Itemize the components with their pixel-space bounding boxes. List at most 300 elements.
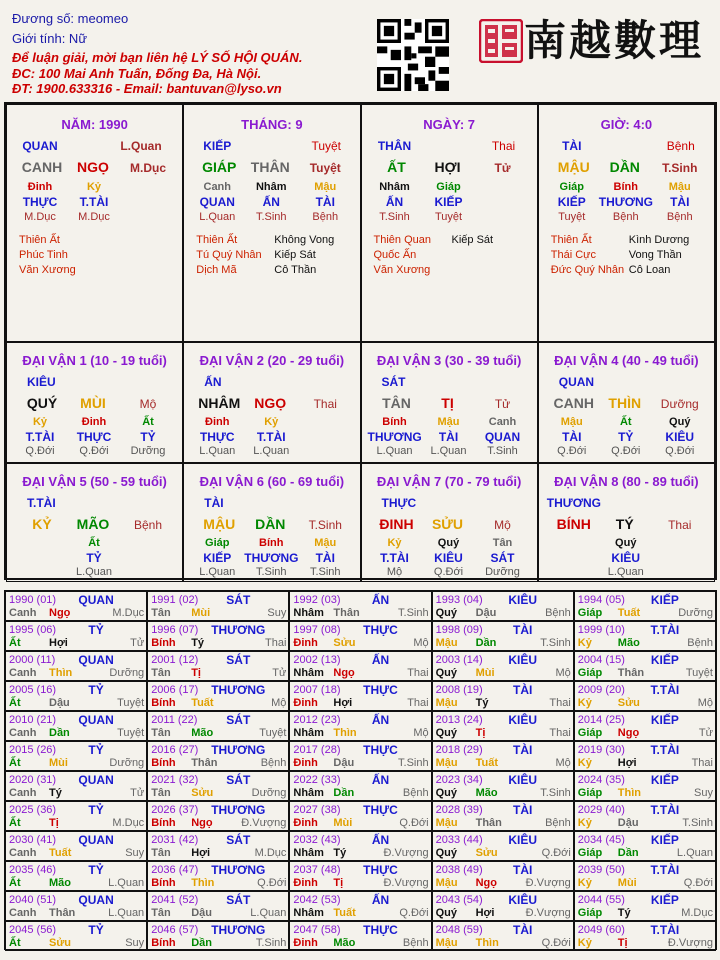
year-cell [147, 831, 289, 861]
year-stem: Tân [151, 667, 171, 679]
year-cell [289, 621, 431, 651]
year-state: Mộ [271, 697, 287, 709]
year-cell [574, 861, 716, 891]
year-label: 2033 (44) [435, 834, 483, 846]
year-cell [289, 921, 431, 951]
year-cell [432, 801, 574, 831]
brand-logo: 南越數理 [524, 16, 705, 64]
year-stem: Ất [9, 937, 21, 949]
year-label: 2023 (34) [435, 774, 483, 786]
year-stem: Mậu [435, 697, 458, 709]
star-list-left [374, 233, 431, 278]
year-stem: Nhâm [293, 787, 324, 799]
hidden-state: T.Sinh [487, 445, 518, 457]
year-label: 1994 (05) [577, 594, 625, 606]
dai-van-title: ĐẠI VẬN 4 (40 - 49 tuổi) [554, 353, 699, 368]
year-cell [574, 771, 716, 801]
year-pillar-row [436, 817, 571, 829]
year-state: Đ.Vượng [525, 877, 571, 889]
hidden-state: Bệnh [666, 211, 693, 223]
hidden-state: L.Quan [376, 445, 413, 457]
year-stem: Canh [9, 727, 37, 739]
year-state: Suy [125, 847, 145, 859]
year-god: KIÊU [508, 653, 538, 667]
hidden-stem: Ất [619, 416, 632, 428]
year-branch: Tý [191, 637, 205, 649]
year-label: 2015 (26) [9, 744, 57, 756]
year-state: Dưỡng [251, 787, 287, 799]
year-state: Tử [698, 727, 713, 739]
year-label: 2045 (56) [9, 924, 57, 936]
year-stem: Canh [9, 667, 37, 679]
year-god: SÁT [226, 773, 251, 787]
year-branch: Ngọ [617, 727, 640, 739]
year-branch: Hợi [191, 847, 211, 859]
hidden-god: THỰC [199, 430, 235, 444]
hidden-stem: Mậu [314, 181, 337, 193]
year-cell [432, 771, 574, 801]
year-state: L.Quan [108, 907, 145, 919]
year-state: Mộ [555, 757, 571, 769]
year-branch: Dậu [333, 757, 355, 769]
year-label: 2024 (35) [577, 774, 625, 786]
year-stem: Bính [151, 877, 176, 889]
dai-van-state: Thai [668, 518, 692, 532]
year-branch: Dậu [49, 697, 70, 709]
year-stem: Kỷ [577, 877, 592, 889]
year-branch: Mùi [333, 817, 353, 829]
year-pillar-row [436, 607, 571, 619]
dai-van-god: THỰC [381, 496, 417, 510]
year-stem: Mậu [435, 817, 458, 829]
hidden-state: Q.Đới [665, 445, 695, 457]
year-branch: Tuất [49, 847, 72, 859]
hidden-god: KIÊU [434, 551, 463, 565]
year-pillar-row [9, 637, 144, 649]
year-stem: Canh [9, 847, 37, 859]
year-stem: Quý [435, 607, 457, 619]
hidden-god: TỶ [618, 430, 634, 444]
year-state: Bệnh [402, 937, 429, 949]
year-branch: Hợi [617, 757, 637, 769]
year-state: Suy [694, 787, 713, 799]
year-pillar-row [151, 667, 286, 679]
year-pillar-row [151, 637, 286, 649]
year-cell [147, 771, 289, 801]
year-state: Q.Đới [683, 877, 713, 889]
hidden-state: T.Sinh [255, 566, 287, 578]
year-stem: Quý [435, 667, 457, 679]
year-stem: Ất [9, 697, 21, 709]
year-pillar-row [293, 697, 428, 709]
hidden-god: THỰC [22, 195, 58, 209]
year-stem: Mậu [435, 937, 458, 949]
year-pillar-row [436, 847, 571, 859]
star-list-left [19, 233, 76, 278]
year-cell [147, 861, 289, 891]
year-cell [574, 891, 716, 921]
year-branch: Dần [191, 937, 212, 949]
year-label: 2010 (21) [9, 714, 57, 726]
year-cell [289, 681, 431, 711]
dai-van-state: Mộ [139, 397, 157, 411]
year-state: Bệnh [402, 787, 429, 799]
hidden-stem: Quý [437, 537, 460, 549]
dai-van-title: ĐẠI VẬN 1 (10 - 19 tuổi) [22, 353, 167, 368]
year-god: KIẾP [650, 713, 679, 727]
year-branch: Tị [191, 667, 201, 679]
year-pillar-row [293, 637, 428, 649]
year-cell [574, 831, 716, 861]
year-cell [289, 861, 431, 891]
year-branch: Sửu [617, 697, 640, 709]
hidden-state: L.Quan [199, 566, 236, 578]
year-pillar-row [578, 847, 713, 859]
hidden-state: L.Quan [75, 566, 113, 578]
year-stem: Đinh [293, 817, 318, 829]
hidden-stem: Đinh [27, 181, 53, 193]
year-label: 2022 (33) [293, 774, 341, 786]
year-god: KIẾP [650, 893, 679, 907]
year-label: 2000 (11) [9, 654, 56, 666]
star-list-right [274, 233, 334, 278]
year-branch: Mão [191, 727, 214, 739]
star-name: Kiếp Sát [451, 234, 494, 246]
year-branch: Tị [617, 937, 628, 949]
year-label: 2040 (51) [9, 894, 57, 906]
dai-van-state: Tử [494, 397, 511, 411]
year-stem: Mậu [435, 877, 458, 889]
hidden-state: T.Sinh [379, 211, 410, 223]
year-branch: Tuất [333, 907, 356, 919]
year-god: QUAN [78, 713, 114, 727]
year-branch: Thân [191, 757, 218, 769]
year-stem: Đinh [293, 877, 318, 889]
year-cell [289, 741, 431, 771]
year-pillar-row [578, 727, 713, 739]
year-label: 2041 (52) [151, 894, 199, 906]
hidden-state: L.Quan [199, 445, 236, 457]
year-label: 1998 (09) [435, 624, 483, 636]
year-stem: Giáp [577, 727, 603, 739]
star-name: Vong Thần [628, 249, 682, 261]
year-stem: Đinh [293, 697, 318, 709]
year-stem: Quý [435, 847, 457, 859]
year-god: TỶ [88, 683, 104, 697]
year-pillar-row [293, 937, 428, 949]
hidden-state: Mộ [386, 566, 403, 578]
year-cell [147, 621, 289, 651]
hidden-stem: Nhâm [255, 181, 287, 193]
pillar-state: Thai [491, 139, 516, 153]
dai-van-god: THƯƠNG [546, 496, 601, 510]
year-stem: Kỷ [577, 637, 592, 649]
year-cell [289, 591, 431, 621]
hidden-stem: Quý [669, 416, 691, 428]
hidden-god: T.TÀI [380, 551, 409, 565]
year-stem: Đinh [293, 637, 318, 649]
year-pillar-row [151, 817, 286, 829]
year-cell [432, 741, 574, 771]
year-label: 2013 (24) [435, 714, 483, 726]
year-god: THƯƠNG [211, 863, 266, 877]
year-branch: Tý [49, 787, 62, 799]
dai-van-god: TÀI [204, 496, 224, 510]
year-stem: Canh [9, 907, 37, 919]
year-stem: Giáp [577, 607, 603, 619]
year-label: 2049 (60) [577, 924, 625, 936]
pillar-branch-state: Tuyệt [309, 161, 341, 175]
year-cell [574, 801, 716, 831]
hidden-god: ẤN [385, 195, 404, 209]
year-stem: Đinh [293, 757, 318, 769]
year-cell [147, 801, 289, 831]
pillar-stem: CANH [21, 159, 63, 175]
year-cell [5, 621, 147, 651]
year-pillar-row [436, 787, 571, 799]
year-cell [574, 921, 716, 951]
year-god: THỰC [363, 923, 398, 937]
year-god: T.TÀI [650, 863, 680, 877]
year-god: QUAN [78, 593, 114, 607]
subject-gender: Giới tính: Nữ [12, 31, 88, 46]
year-pillar-row [151, 697, 286, 709]
hidden-state: Q.Đới [557, 445, 587, 457]
year-state: Thai [264, 637, 287, 649]
dai-van-god: T.TÀI [27, 496, 56, 510]
year-branch: Sửu [333, 637, 356, 649]
year-branch: Tuất [191, 697, 214, 709]
year-pillar-row [151, 937, 286, 949]
year-god: THỰC [363, 803, 398, 817]
year-cell [289, 771, 431, 801]
hidden-state: T.Sinh [309, 566, 341, 578]
pillar-stem: GIÁP [202, 159, 237, 175]
hidden-stem: Bính [613, 181, 638, 193]
address-line: ĐC: 100 Mai Anh Tuấn, Đống Đa, Hà Nội. [12, 66, 262, 81]
hidden-state: Dưỡng [485, 566, 520, 578]
year-stem: Bính [151, 757, 176, 769]
year-stem: Ất [9, 877, 21, 889]
year-state: L.Quan [250, 907, 287, 919]
year-pillar-row [436, 697, 571, 709]
hidden-stem: Bính [382, 416, 407, 428]
year-god: KIÊU [508, 833, 538, 847]
year-label: 2032 (43) [293, 834, 341, 846]
year-label: 2020 (31) [9, 774, 57, 786]
dai-van-cell [6, 342, 183, 463]
star-name: Kiếp Sát [274, 249, 316, 261]
subject-name: Đương số: meomeo [12, 11, 129, 26]
year-label: 2031 (42) [151, 834, 199, 846]
year-god: SÁT [226, 593, 251, 607]
year-god: TÀI [513, 923, 533, 937]
hidden-stem: Ất [88, 537, 100, 549]
year-stem: Kỷ [577, 937, 592, 949]
year-pillar-row [9, 697, 144, 709]
year-state: Suy [267, 607, 287, 619]
year-pillar-row [436, 937, 571, 949]
year-label: 1999 (10) [577, 624, 625, 636]
year-state: T.Sinh [682, 817, 713, 829]
annual-luck-table [4, 590, 717, 950]
year-label: 1992 (03) [293, 594, 341, 606]
year-state: Thai [407, 667, 429, 679]
dai-van-cell [183, 463, 360, 582]
year-label: 2006 (17) [151, 684, 199, 696]
hidden-god: THƯƠNG [598, 195, 653, 209]
year-cell [289, 891, 431, 921]
year-branch: Mão [475, 787, 498, 799]
year-cell [289, 651, 431, 681]
year-cell [574, 621, 716, 651]
dai-van-god: SÁT [381, 375, 406, 389]
year-god: TỶ [88, 623, 104, 637]
pillar-state: Tuyệt [311, 139, 342, 153]
year-pillar-row [293, 847, 428, 859]
year-cell [5, 681, 147, 711]
year-branch: Dần [49, 727, 70, 739]
hidden-stem: Đinh [205, 416, 230, 428]
year-state: Mộ [697, 697, 713, 709]
year-label: 2035 (46) [9, 864, 57, 876]
year-state: Bệnh [687, 637, 713, 649]
year-god: T.TÀI [650, 803, 680, 817]
year-stem: Kỷ [577, 817, 592, 829]
pillar-stem-god: TÀI [562, 139, 582, 153]
year-stem: Ất [9, 637, 21, 649]
year-label: 2002 (13) [293, 654, 341, 666]
year-state: Tuyệt [117, 697, 145, 709]
year-stem: Tân [151, 907, 171, 919]
year-state: T.Sinh [540, 787, 571, 799]
dai-van-stem: MẬU [203, 516, 236, 532]
year-label: 1991 (02) [151, 594, 199, 606]
dai-van-stem: TÂN [382, 395, 411, 411]
year-stem: Tân [151, 727, 171, 739]
year-state: Tử [130, 787, 145, 799]
year-state: M.Dục [254, 847, 287, 859]
year-god: TÀI [513, 863, 533, 877]
year-pillar-row [9, 937, 144, 949]
year-label: 2003 (14) [435, 654, 483, 666]
year-branch: Thân [49, 907, 76, 919]
dai-van-branch: SỬU [431, 516, 464, 532]
year-god: THƯƠNG [211, 623, 266, 637]
year-branch: Mùi [475, 667, 495, 679]
year-stem: Giáp [577, 667, 603, 679]
year-label: 2034 (45) [577, 834, 625, 846]
pillar-branch: THÂN [250, 159, 290, 175]
year-stem: Nhâm [293, 727, 324, 739]
year-pillar-row [151, 907, 286, 919]
year-label: 2004 (15) [577, 654, 625, 666]
year-pillar-row [578, 637, 713, 649]
year-state: L.Quan [676, 847, 713, 859]
hidden-god: QUAN [484, 430, 521, 444]
pillar-stem-god: THÂN [377, 139, 412, 153]
hidden-state: M.Dục [24, 211, 56, 223]
year-god: THƯƠNG [211, 743, 266, 757]
year-cell [432, 711, 574, 741]
year-state: Đ.Vượng [525, 907, 571, 919]
year-stem: Bính [151, 937, 176, 949]
year-god: QUAN [78, 773, 114, 787]
year-state: Tử [130, 637, 145, 649]
dai-van-branch: TỊ [441, 395, 454, 411]
year-god: ẤN [371, 833, 390, 847]
year-cell [147, 651, 289, 681]
hidden-stem: Giáp [436, 181, 461, 193]
year-stem: Ất [9, 757, 21, 769]
hidden-state: Q.Đới [25, 445, 55, 457]
hidden-stem: Tân [492, 537, 513, 549]
hidden-state: L.Quan [607, 566, 644, 578]
dai-van-title: ĐẠI VẬN 3 (30 - 39 tuổi) [376, 353, 522, 368]
year-pillar-row [578, 757, 713, 769]
year-cell [5, 801, 147, 831]
year-branch: Dậu [191, 907, 212, 919]
year-state: Tuyệt [117, 727, 145, 739]
star-name: Cô Thần [274, 264, 317, 276]
dai-van-cell [6, 463, 183, 582]
year-god: TÀI [513, 623, 533, 637]
hidden-stem: Canh [488, 416, 517, 428]
year-state: M.Dục [112, 817, 145, 829]
dai-van-state: Dưỡng [660, 397, 699, 411]
year-label: 2005 (16) [9, 684, 57, 696]
dai-van-branch: TÝ [615, 516, 634, 532]
year-branch: Hợi [475, 907, 495, 919]
year-pillar-row [9, 817, 144, 829]
star-list-left [551, 233, 624, 278]
year-state: Thai [549, 697, 571, 709]
hidden-state: Tuyệt [434, 211, 463, 223]
dai-van-stem: CANH [553, 395, 594, 411]
year-stem: Đinh [293, 937, 318, 949]
year-pillar-row [293, 757, 428, 769]
year-pillar-row [293, 907, 428, 919]
dai-van-cell [183, 342, 360, 463]
pillar-branch-state: Tử [494, 161, 511, 175]
hidden-stem: Quý [615, 537, 637, 549]
pillar-stem: MẬU [557, 159, 590, 175]
year-branch: Mùi [49, 757, 68, 769]
dai-van-stem: KỶ [32, 516, 52, 532]
year-pillar-row [293, 877, 428, 889]
year-cell [574, 741, 716, 771]
year-god: KIÊU [508, 593, 538, 607]
year-pillar-row [293, 727, 428, 739]
year-branch: Thìn [49, 667, 73, 679]
year-cell [574, 681, 716, 711]
year-god: ẤN [371, 773, 390, 787]
star-name: Thiên Ất [196, 234, 238, 246]
contact-note: Để luận giải, mời bạn liên hệ LÝ SỐ HỘI QUÁN. [12, 50, 303, 65]
pillar-title: THÁNG: 9 [241, 117, 303, 132]
year-state: L.Quan [108, 877, 145, 889]
hidden-god: TỶ [86, 551, 102, 565]
year-branch: Thìn [475, 937, 499, 949]
year-label: 2018 (29) [435, 744, 483, 756]
year-cell [5, 861, 147, 891]
year-state: T.Sinh [398, 607, 429, 619]
year-stem: Bính [151, 637, 176, 649]
year-pillar-row [293, 787, 428, 799]
year-stem: Mậu [435, 757, 458, 769]
hidden-god: KIẾP [557, 195, 586, 209]
hidden-god: QUAN [199, 195, 235, 209]
